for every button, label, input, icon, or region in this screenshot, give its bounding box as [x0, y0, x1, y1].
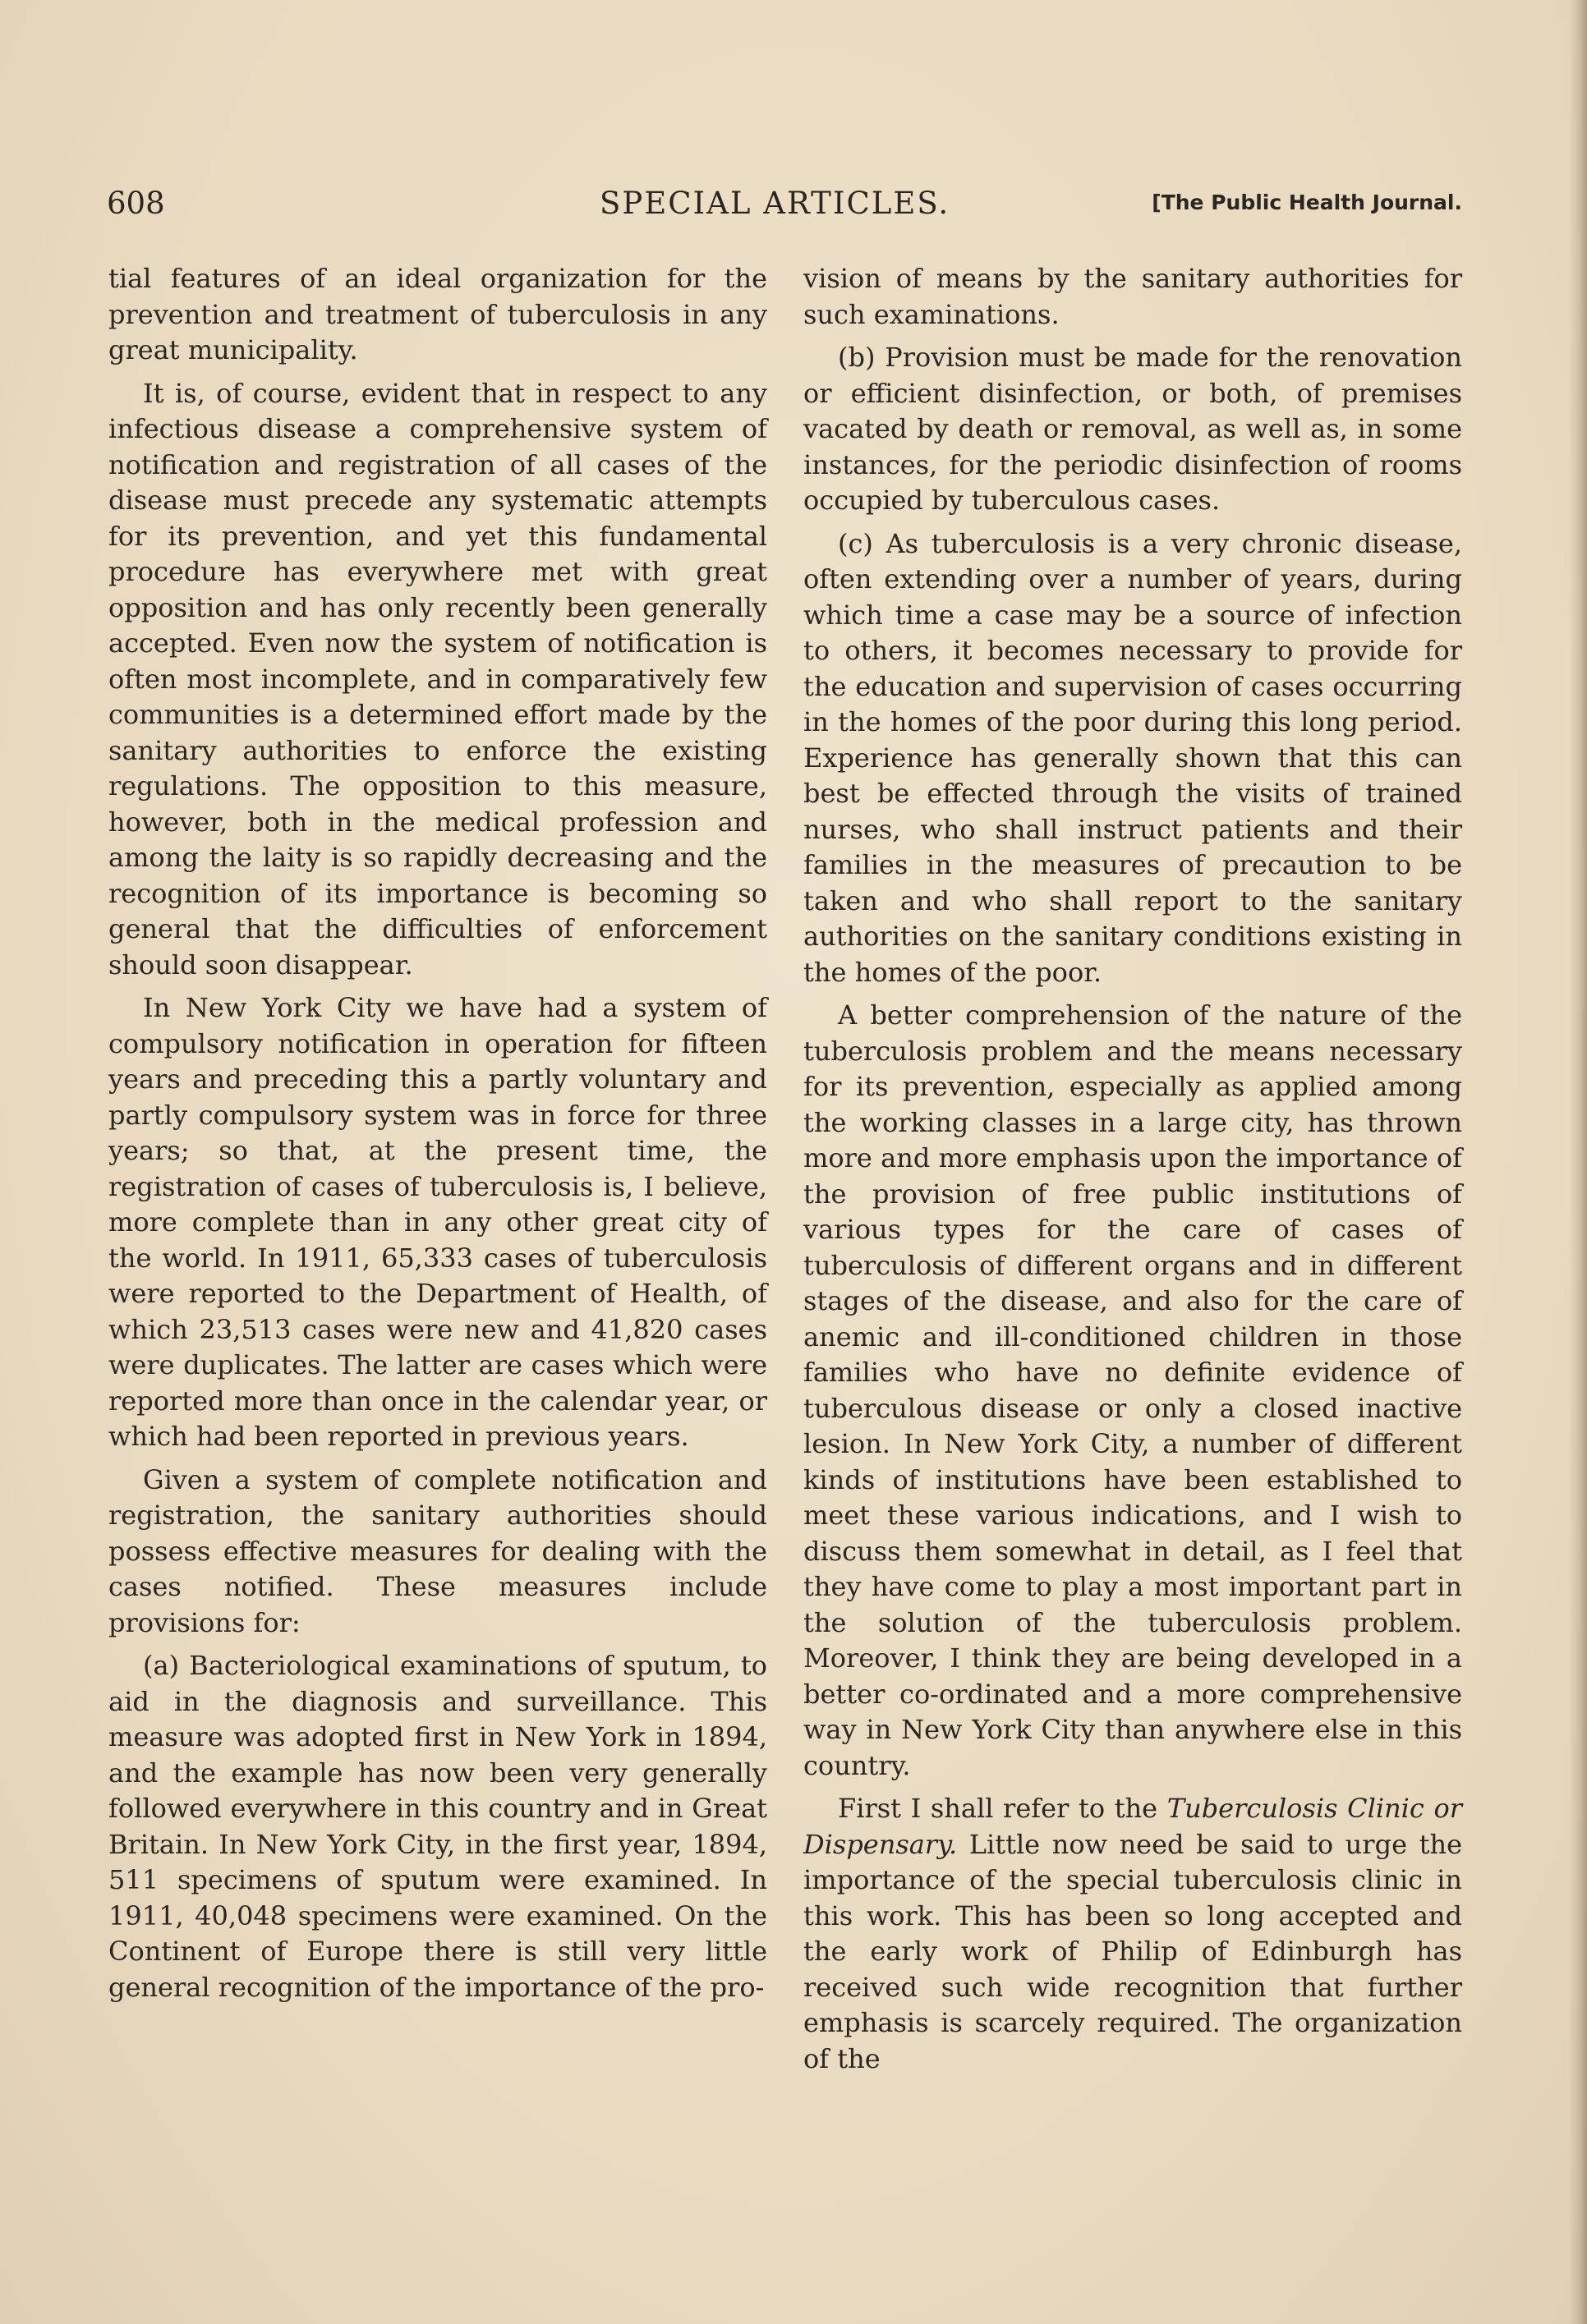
paragraph: vision of means by the sanitary authorities for such examinations.: [803, 263, 1462, 330]
paragraph: (b) Provision must be made for the renovation or efficient disinfection, or both, of premises vacated by death or removal, as well as, in some instances, for the periodic disinfection of rooms occupied by tuberculous cases.: [803, 342, 1462, 516]
paragraph: In New York City we have had a system of compulsory notification in operation for fifteen years and preceding this a partly voluntary and partly compulsory system was in force for three years; so that, at the present time, the registration of cases of tuberculosis is, I believe, more complete than in any other great city of the world. In 1911, 65,333 cases of tuberculosis were reported to the Department of Health, of which 23,513 cases were new and 41,820 cases were duplicates. The latter are cases which were reported more than once in the calendar year, or which had been reported in previous years.: [108, 992, 767, 1452]
book-spine-shadow: [1569, 0, 1587, 2324]
left-column: [108, 261, 767, 2248]
paragraph-text: First I shall refer to the: [838, 1793, 1167, 1824]
page-header: [107, 186, 1462, 235]
paragraph: (a) Bacteriological examinations of sputum, to aid in the diagnosis and surveillance. This measure was adopted first in New York in 1894, and the example has now been very generally followed everywhere in this country and in Great Britain. In New York City, in the first year, 1894, 511 specimens of sputum were examined. In 1911, 40,048 specimens were examined. On the Continent of Europe there is still very little general recognition of the importance of the pro-: [108, 1650, 767, 2003]
paragraph: [803, 1791, 1462, 2077]
page-number: 608: [107, 186, 165, 221]
paragraph: tial features of an ideal organization for the prevention and treatment of tuberculosis in any great municipality.: [108, 263, 767, 365]
paragraph: Given a system of complete notification and registration, the sanitary authorities should possess effective measures for dealing with the cases notified. These measures include provisions for:: [108, 1463, 767, 1638]
paragraph: A better comprehension of the nature of the tuberculosis problem and the means necessary for its prevention, especially as applied among the working classes in a large city, has thrown more and more emphasis upon the importance of the provision of free public institutions of various types for the care of cases of tuberculosis of different organs and in different stages of the disease, and also for the care of anemic and ill-conditioned children in those families who have no definite evidence of tuberculous disease or only a closed inactive lesion. In New York City, a number of different kinds of institutions have been established to meet these various indications, and I wish to discuss them somewhat in detail, as I feel that they have come to play a most important part in the solution of the tuberculosis problem. Moreover, I think they are being developed in a better co-ordinated and a more comprehensive way in New York City than anywhere else in this country.: [803, 999, 1462, 1781]
paragraph: It is, of course, evident that in respect to any infectious disease a comprehensive system of notification and registration of all cases of the disease must precede any systematic attempts for its prevention, and yet this fundamental procedure has everywhere met with great opposition and has only recently been generally accepted. Even now the system of notification is often most incomplete, and in comparatively few communities is a determined effort made by the sanitary authorities to enforce the existing regulations. The opposition to this measure, however, both in the medical profession and among the laity is so rapidly decreasing and the recognition of its importance is becoming so general that the difficulties of enforcement should soon disappear.: [108, 377, 767, 981]
journal-name: [The Public Health Journal.: [1152, 191, 1462, 214]
right-column: [803, 261, 1462, 2248]
section-title: SPECIAL ARTICLES.: [600, 186, 950, 221]
paragraph: (c) As tuberculosis is a very chronic disease, often extending over a number of years, during which time a case may be a source of infection to others, it becomes necessary to provide for the education and supervision of cases occurring in the homes of the poor during this long period. Experience has generally shown that this can best be effected through the visits of trained nurses, who shall instruct patients and their families in the measures of precaution to be taken and who shall report to the sanitary authorities on the sanitary conditions existing in the homes of the poor.: [803, 527, 1462, 988]
italic-term: Tuberculosis Clinic or Dispensary.: [803, 1793, 1463, 1860]
paragraph-text: Little now need be said to urge the importance of the special tuberculosis clinic in this work. This has been so long accepted and the early work of Philip of Edinburgh has received such wide recognition that further emphasis is scarcely required. The organization of the: [803, 1828, 1462, 2074]
